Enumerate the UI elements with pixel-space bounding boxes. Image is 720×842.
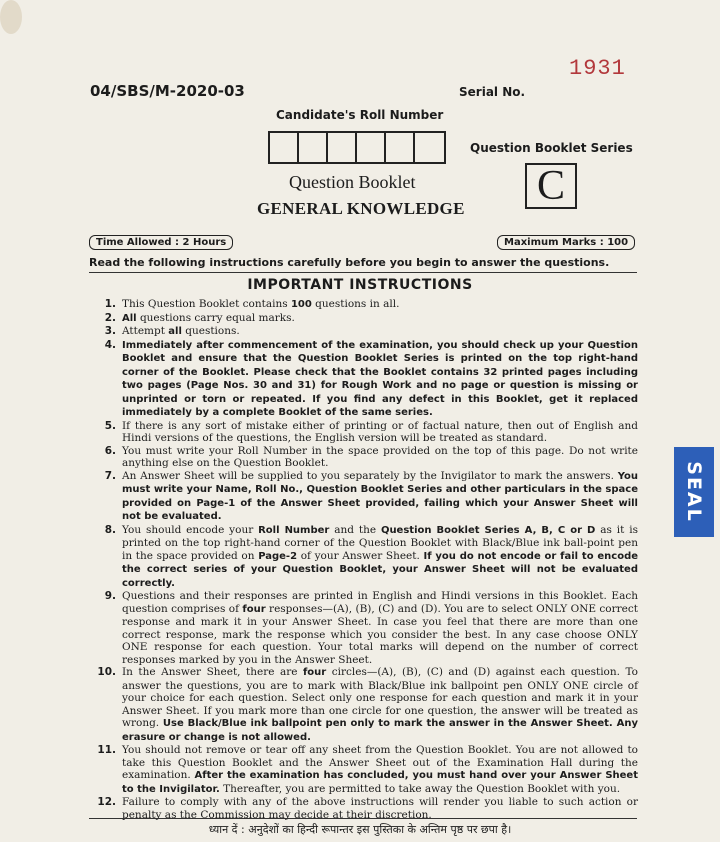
instruction-item bbox=[96, 339, 638, 420]
series-letter-box: C bbox=[525, 163, 577, 209]
instruction-text-part: You should not remove or tear off any sheet from the Question Booklet. You are not allowed to take this Question Booklet and the Answer Sheet out of the Examination Hall during the examination. bbox=[122, 744, 638, 781]
instruction-text-part: 100 bbox=[290, 299, 312, 310]
instruction-text-part: as it is printed on the top right-hand corner of the Question Booklet with Black/Blue ink ball-point pen in the space provided on bbox=[122, 523, 638, 562]
instruction-text-part: responses—(A), (B), (C) and (D). You are to select ONLY ONE correct response and mark it in your Answer Sheet. In case you feel that there are more than one correct response, mark the response which you consider the best. In any case choose ONLY ONE response for each question. Your total marks will depend on the number of correct responses marked by you in the Answer Sheet. bbox=[122, 602, 638, 666]
maximum-marks: Maximum Marks : 100 bbox=[497, 235, 635, 250]
instruction-number: 3. bbox=[104, 325, 116, 337]
instruction-text-part: questions in all. bbox=[311, 298, 400, 310]
instruction-text-part: questions carry equal marks. bbox=[136, 311, 295, 324]
divider bbox=[89, 818, 637, 819]
instruction-text bbox=[122, 666, 638, 744]
roll-digit-box[interactable] bbox=[357, 133, 386, 162]
instruction-text-part: Immediately after commencement of the examination, you should check up your Question Booklet and ensure that the Question Booklet Series is printed on the top right-hand corner of the Booklet. Please check that the Booklet contains 32 printed pages including two pages (Page Nos. 30 and 31) for Rough Work and no page or question is missing or unprinted or torn or repeated. If you find any defect in this Booklet, get it replaced immediately by a complete Booklet of the same series. bbox=[122, 339, 638, 418]
instruction-text bbox=[122, 298, 638, 312]
instruction-text-part: circles—(A), (B), (C) and (D) against each question. To answer the questions, you are to mark with Black/Blue ink ballpoint pen ONLY ONE circle of your choice for each question. Select only one response for each question and mark it in your Answer Sheet. If you mark more than one circle for one question, the answer will be treated as wrong. bbox=[122, 666, 638, 729]
instruction-text-part: You must write your Name, Roll No., Question Booklet Series and other particulars in the space provided on Page-1 of the Answer Sheet provided, failing which your Answer Sheet will not be evaluated. bbox=[122, 470, 638, 522]
divider bbox=[89, 272, 637, 273]
instruction-number: 12. bbox=[97, 796, 116, 808]
instruction-item bbox=[96, 325, 638, 339]
instruction-text-part: Use Black/Blue ink ballpoint pen only to mark the answer in the Answer Sheet. Any erasure or change is not allowed. bbox=[122, 718, 638, 743]
instruction-item bbox=[96, 524, 638, 591]
instruction-number: 8. bbox=[104, 523, 116, 536]
time-allowed: Time Allowed : 2 Hours bbox=[89, 235, 233, 250]
instruction-number: 10. bbox=[97, 666, 116, 678]
instructions-list bbox=[96, 298, 638, 821]
instruction-text-part: In the Answer Sheet, there are bbox=[122, 666, 303, 678]
instruction-text bbox=[122, 312, 638, 326]
roll-digit-box[interactable] bbox=[415, 133, 444, 162]
instruction-text-part: Roll Number bbox=[258, 524, 330, 536]
instruction-text-part: four bbox=[302, 667, 327, 678]
instruction-text bbox=[122, 339, 638, 420]
instruction-text bbox=[122, 420, 638, 445]
serial-label: Serial No. bbox=[459, 85, 526, 99]
instruction-item bbox=[96, 420, 638, 445]
instruction-number: 6. bbox=[104, 444, 116, 457]
instruction-text-part: This Question Booklet contains bbox=[122, 298, 291, 310]
instruction-number: 4. bbox=[104, 338, 116, 351]
instruction-number: 5. bbox=[104, 419, 116, 432]
instruction-text-part: and the bbox=[329, 523, 381, 536]
instruction-text-part: You should encode your bbox=[122, 523, 259, 536]
instruction-text-part: If you do not encode or fail to encode the correct series of your Question Booklet, your Answer Sheet will not be evaluated correctly. bbox=[122, 550, 639, 589]
instruction-text bbox=[122, 470, 638, 524]
instruction-text-part: After the examination has concluded, you must hand over your Answer Sheet to the Invigilator. bbox=[122, 770, 638, 795]
instructions-heading: IMPORTANT INSTRUCTIONS bbox=[247, 277, 473, 293]
paper-stain bbox=[0, 0, 22, 34]
instruction-text bbox=[122, 590, 638, 666]
subject-title: GENERAL KNOWLEDGE bbox=[257, 199, 465, 218]
instruction-item bbox=[96, 312, 638, 326]
booklet-title: Question Booklet bbox=[289, 172, 416, 192]
instruction-item bbox=[96, 470, 638, 524]
instruction-item bbox=[96, 590, 638, 666]
series-label: Question Booklet Series bbox=[470, 141, 633, 155]
instruction-text bbox=[122, 325, 638, 339]
instruction-text-part: all bbox=[168, 326, 182, 337]
instruction-item bbox=[96, 666, 638, 744]
instruction-number: 11. bbox=[97, 744, 116, 756]
instruction-text-part: If there is any sort of mistake either of printing or of factual nature, then out of English and Hindi versions of the questions, the English version will be treated as standard. bbox=[122, 419, 638, 444]
instruction-text bbox=[122, 744, 638, 796]
roll-number-boxes[interactable] bbox=[268, 131, 446, 164]
instruction-text-part: Attempt bbox=[122, 325, 169, 337]
roll-digit-box[interactable] bbox=[299, 133, 328, 162]
instruction-text-part: Thereafter, you are permitted to take away the Question Booklet with you. bbox=[219, 782, 621, 795]
instruction-text-part: Questions and their responses are printed in English and Hindi versions in this Booklet. Each question comprises of bbox=[122, 590, 638, 615]
seal-tab bbox=[674, 447, 714, 537]
instruction-text-part: of your Answer Sheet. bbox=[297, 549, 424, 562]
instruction-text-part: You must write your Roll Number in the space provided on the top of this page. Do not write anything else on the Question Booklet. bbox=[122, 444, 638, 469]
instruction-text-part: questions. bbox=[181, 325, 240, 337]
instruction-text-part: Failure to comply with any of the above instructions will render you liable to such action or penalty as the Commission may decide at their discretion. bbox=[122, 796, 638, 821]
serial-number: 1931 bbox=[569, 56, 626, 81]
instruction-text-part: All bbox=[122, 312, 137, 324]
instruction-item bbox=[96, 744, 638, 796]
read-instructions-line: Read the following instructions carefully before you begin to answer the questions. bbox=[89, 256, 610, 269]
roll-number-label: Candidate's Roll Number bbox=[276, 108, 444, 122]
instruction-number: 7. bbox=[104, 469, 116, 482]
instruction-number: 2. bbox=[104, 311, 116, 324]
instruction-number: 9. bbox=[104, 590, 116, 602]
instruction-text-part: An Answer Sheet will be supplied to you separately by the Invigilator to mark the answers. bbox=[122, 469, 618, 482]
instruction-text-part: Question Booklet Series A, B, C or D bbox=[380, 524, 596, 536]
roll-digit-box[interactable] bbox=[270, 133, 299, 162]
instruction-text bbox=[122, 445, 638, 470]
instruction-text bbox=[122, 524, 638, 591]
instruction-number: 1. bbox=[104, 298, 116, 310]
paper-code: 04/SBS/M-2020-03 bbox=[90, 82, 245, 100]
seal-label: SEAL bbox=[683, 461, 705, 523]
instruction-text-part: Page-2 bbox=[258, 550, 298, 562]
instruction-text-part: four bbox=[242, 603, 266, 615]
roll-digit-box[interactable] bbox=[328, 133, 357, 162]
instruction-item bbox=[96, 298, 638, 312]
hindi-note: ध्यान दें : अनुदेशों का हिन्दी रूपान्तर इस पुस्तिका के अन्तिम पृष्ठ पर छपा है। bbox=[208, 823, 512, 836]
instruction-item bbox=[96, 445, 638, 470]
roll-digit-box[interactable] bbox=[386, 133, 415, 162]
